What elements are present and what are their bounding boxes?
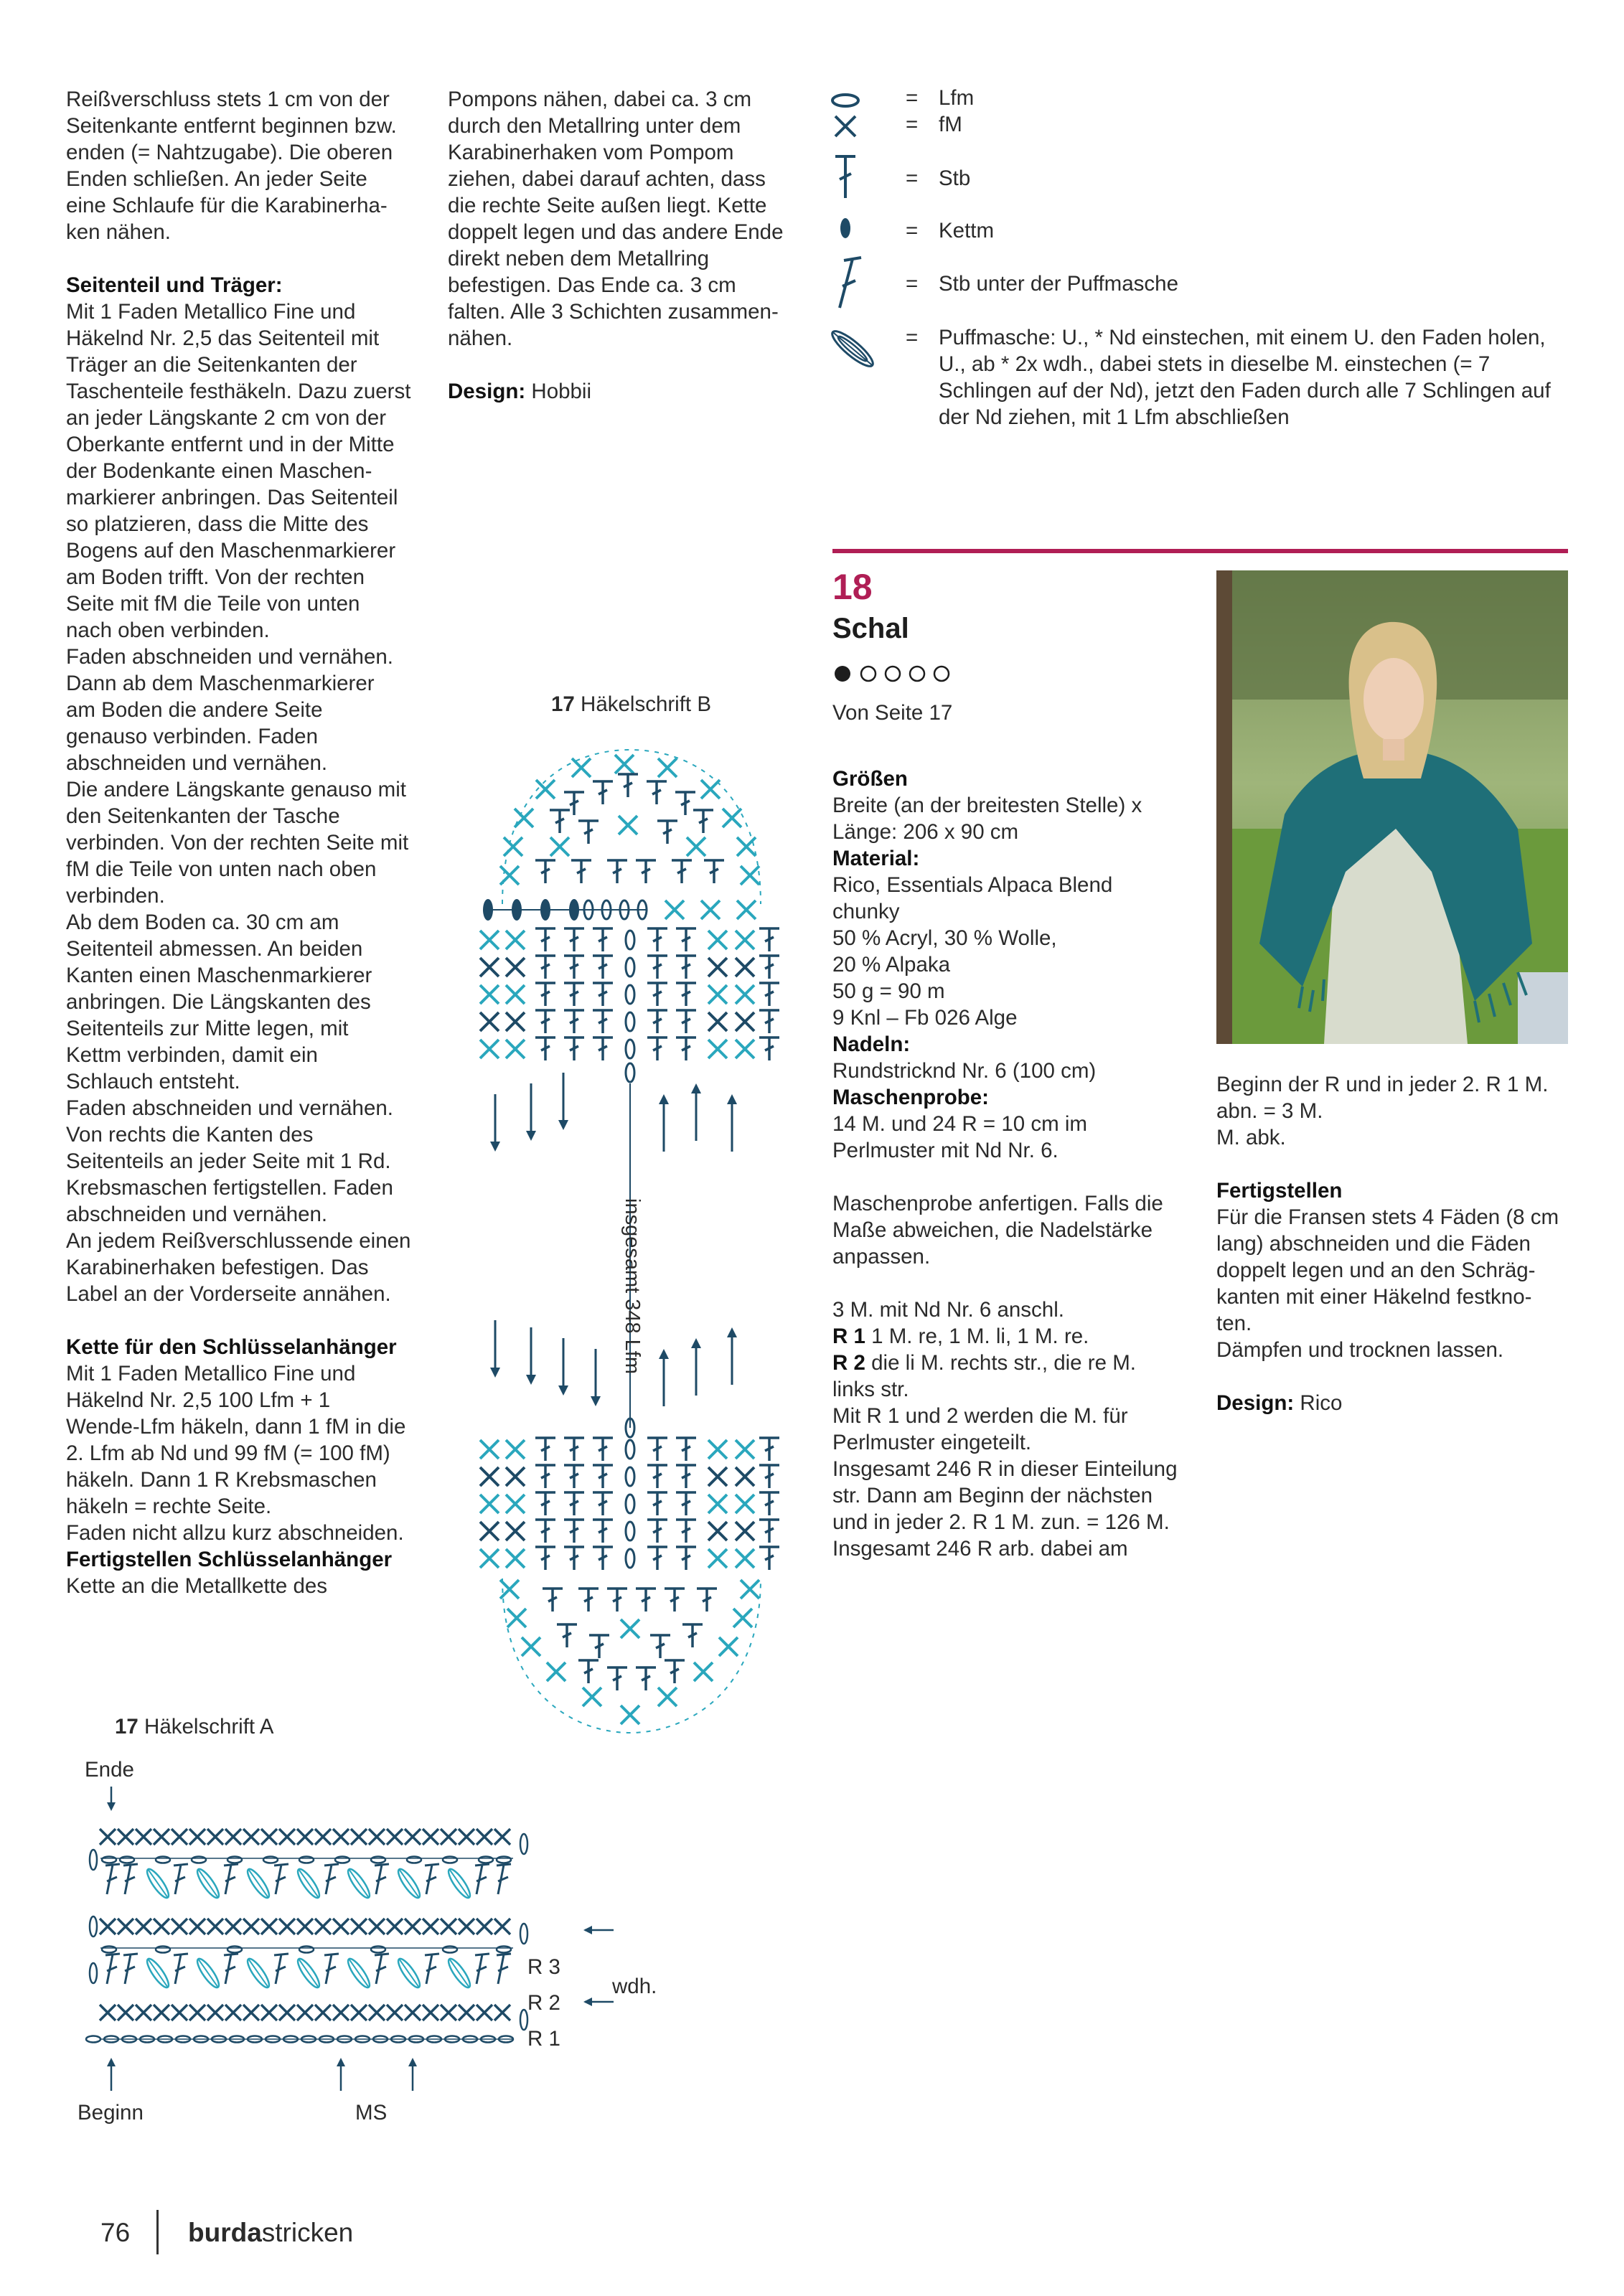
chart-a-ms-label: MS	[355, 2101, 388, 2125]
column-2	[448, 86, 807, 405]
chart-a-row-5	[100, 1829, 527, 1854]
project-number: 18	[832, 567, 873, 607]
footer-divider	[156, 2210, 159, 2254]
heading-keychain-chain: Kette für den Schlüsselanhänger	[66, 1335, 397, 1359]
row-1-label: R 1	[527, 2027, 560, 2051]
column-3: Größen Breite (an der breitesten Stelle) x Länge: 206 x 90 cm Material: Rico, Essentials Alpaca Blend chunky 50 % Acryl, 30 % Wolle, 20 % Alpaka 50 g = 90 m 9 Knl – Fb 026 Alge Nadeln: Rundstricknd Nr. 6 (100 cm) Maschenprobe: 14 M. und 24 R = 10 cm im Perlmuster mit Nd Nr. 6. Maschenprobe anfertigen. Falls die Maße abweichen, die Nadelstärke anpassen. 3 M. mit Nd Nr. 6 anschl. R 1 1 M. re, 1 M. li, 1 M. re. R 2 die li M. rechts str., die re M. links str. Mit R 1 und 2 werden die M. für Perlmuster eingeteilt. Insgesamt 246 R in dieser Einteilung str. Dann am Beginn der nächsten und in jeder 2. R 1 M. zun. = 126 M. Insgesamt 246 R arb. dabei am	[832, 767, 1178, 1561]
design-credit-hobbii: Design: Hobbii	[448, 380, 592, 403]
keychain-finish-paragraph: Kette an die Metallkette des	[66, 1574, 328, 1598]
chart-a-row-1	[100, 2005, 527, 2030]
intro-paragraph: Reißverschluss stets 1 cm von der Seitenkante entfernt beginnen bzw. enden (= Nahtzugabe). Die oberen Enden schließen. An jeder Seite eine Schlaufe für die Karabinerha- ken nähen.	[66, 88, 397, 244]
section-divider	[832, 549, 1568, 553]
crochet-chart-a	[72, 1787, 718, 2131]
row-2-label: R 2	[527, 1991, 560, 2015]
design-credit-rico: Design: Rico	[1216, 1391, 1343, 1415]
keychain-paragraph: Mit 1 Faden Metallico Fine und Häkelnd Nr. 2,5 100 Lfm + 1 Wende-Lfm häkeln, dann 1 fM in die 2. Lfm ab Nd und 99 fM (= 100 fM) häkeln. Dann 1 R Krebsmaschen häkeln = rechte Seite. Faden nicht allzu kurz abschneiden.	[66, 1362, 406, 1545]
puff-stitch-icon	[824, 320, 881, 377]
difficulty-rating	[832, 663, 976, 684]
chart-a-title: 17 Häkelschrift A	[115, 1715, 274, 1739]
puff-stitch-description: Puffmasche: U., * Nd einstechen, mit einem U. den Faden holen, U., ab * 2x wdh., dabei stets in dieselbe M. einstechen (= 7 Schlingen auf der Nd), jetzt den Faden durch alle 7 Schlingen auf der Nd ziehen, mit 1 Lfm abschließen	[939, 326, 1551, 429]
difficulty-dot	[886, 667, 900, 681]
chart-b-rows-bottom	[480, 1418, 779, 1570]
difficulty-dot	[910, 667, 924, 681]
heading-side-panel: Seitenteil und Träger:	[66, 273, 283, 297]
magazine-brand: burdastricken	[188, 2218, 354, 2247]
chart-b-total-label: insgesamt 348 Lfm	[621, 1198, 644, 1375]
chart-a-begin-label: Beginn	[78, 2101, 144, 2125]
row-3-label: R 3	[527, 1955, 560, 1979]
page-number: 76	[100, 2218, 131, 2247]
double-crochet-icon	[824, 152, 867, 202]
crochet-chart-b	[474, 739, 789, 1744]
project-title: Schal	[832, 613, 909, 644]
chart-a-end-label: Ende	[85, 1758, 134, 1782]
from-page: Von Seite 17	[832, 701, 953, 725]
chart-b-title: 17 Häkelschrift B	[551, 692, 711, 716]
chart-a-row-3-top	[90, 1916, 527, 1944]
chart-b-rows-top	[480, 928, 779, 1082]
column-4: Beginn der R und in jeder 2. R 1 M. abn. = 3 M. M. abk. Fertigstellen Für die Fransen stets 4 Fäden (8 cm lang) abschneiden und die Fäden doppelt legen und an den Schräg- kanten mit einer Häkelnd festkno- ten. Dämpfen und trocknen lassen. Design: Rico	[1216, 1071, 1575, 1416]
heading-keychain-finish: Fertigstellen Schlüsselanhänger	[66, 1548, 393, 1571]
difficulty-dot	[934, 667, 949, 681]
pompom-paragraph: Pompons nähen, dabei ca. 3 cm durch den Metallring unter dem Karabinerhaken vom Pompom ziehen, dabei darauf achten, dass die rechte Seite außen liegt. Kette doppelt legen und das andere Ende direkt neben dem Metallring befestigen. Das Ende ca. 3 cm falten. Alle 3 Schichten zusammen- nähen.	[448, 88, 784, 350]
dc-under-puff-icon	[824, 255, 867, 312]
difficulty-dot	[835, 666, 850, 682]
scarf-photo	[1216, 570, 1568, 1044]
magazine-page: Reißverschluss stets 1 cm von der Seitenkante entfernt beginnen bzw. enden (= Nahtzugabe). Die oberen Enden schließen. An jeder Seite eine Schlaufe für die Karabinerha- ken nähen. Seitenteil und Träger: Mit 1 Faden Metallico Fine und Häkelnd Nr. 2,5 das Seitenteil mit Träger an die Seitenkanten der Taschenteile festhäkeln. Dazu zuerst an jeder Längskante 2 cm von der Oberkante entfernt und in der Mitte der Bodenkante einen Maschen- markierer anbringen. Das Seitenteil so platzieren, dass die Mitte des Bogens auf den Maschenmarkierer am Boden trifft. Von der rechten Seite mit fM die Teile von unten nach oben verbinden. Faden abschneiden und vernähen. Dann ab dem Maschenmarkierer am Boden die andere Seite genauso verbinden. Faden abschneiden und vernähen. Die andere Längskante genauso mit den Seitenkanten der Tasche verbinden. Von der rechten Seite mit fM die Teile von unten nach oben verbinden. Ab dem Boden ca. 30 cm am Seitenteil abmessen. An beiden Kanten einen Maschenmarkierer anbringen. Die Längskanten des Seitenteils zur Mitte legen, mit Kettm verbinden, damit ein Schlauch entsteht. Faden abschneiden und vernähen. Von rechts die Kanten des Seitenteils an jeder Seite mit 1 Rd. Krebsmaschen fertigstellen. Faden abschneiden und vernähen. An jedem Reißverschlussende einen Karabinerhaken befestigen. Das Label an der Vorderseite annähen. Kette für den Schlüsselanhänger Mit 1 Faden Metallico Fine und Häkelnd Nr. 2,5 100 Lfm + 1 Wende-Lfm häkeln, dann 1 fM in die 2. Lfm ab Nd und 99 fM (= 100 fM) häkeln. Dann 1 R Krebsmaschen häkeln = rechte Seite. Faden nicht allzu kurz abschneiden. Fertigstellen Schlüsselanhänger Kette an die Metallkette des Pompons nähen, dabei ca. 3 cm durch den Metallring unter dem Karabinerhaken vom Pompom ziehen, dabei darauf achten, dass die rechte Seite außen liegt. Kette doppelt legen und das andere Ende direkt neben dem Metallring befestigen. Das Ende ca. 3 cm falten. Alle 3 Schichten zusammen- nähen. Design: Hobbii = Lfm = fM = Stb = Kettm = Stb unter der Puffmasche = Puffmasche: U., * Nd einstechen, mit einem U. den Faden holen, U., ab * 2x wdh., dabei stets in dieselbe M. einstechen (= 7 Schlingen auf der Nd), jetzt den Faden durch alle 7 Schlingen auf der Nd ziehen, mit 1 Lfm abschließen 18 Schal Von Seite 17 Größen Breite (an der breitesten Stelle) x Länge: 206 x 90 cm Material: Rico, Essentials Alpaca Blend chunky 50 % Acryl, 30 % Wolle, 20 % Alpaka 50 g = 90 m 9 Knl – Fb 026 Alge Nadeln: Rundstricknd Nr. 6 (100 cm) Maschenprobe: 14 M. und 24 R = 10 cm im Perlmuster mit Nd Nr. 6. Maschenprobe anfertigen. Falls die Maße abweichen, die Nadelstärke anpassen. 3 M. mit Nd Nr. 6 anschl. R 1 1 M. re, 1 M. li, 1 M. re. R 2 die li M. rechts str., die re M. links str. Mit R 1 und 2 werden die M. für Perlmuster eingeteilt. Insgesamt 246 R in dieser Einteilung str. Dann am Beginn der nächsten und in jeder 2. R 1 M. zun. = 126 M. Insgesamt 246 R arb. dabei am Beginn der R und in jeder 2. R 1 M. abn. = 3 M. M. abk. Fertigstellen Für die Fransen stets 4 Fäden (8 cm lang) abschneiden und die Fäden doppelt legen und an den Schräg- kanten mit einer Häkelnd festkno- ten. Dämpfen und trocknen lassen. Design: Rico 17 Häkelschrift B insgesamt 348 Lfm 17 Häkelschrift A Ende R 3 R 2 R 1 wdh. Beginn MS 76 burdastricken	[0, 0, 1624, 2296]
slip-stitch-icon	[824, 214, 867, 243]
chart-a-row-2	[90, 1954, 511, 1990]
difficulty-dot	[861, 667, 876, 681]
chain-icon	[824, 90, 867, 111]
chart-a-row-4	[105, 1864, 511, 1901]
single-crochet-icon	[824, 113, 867, 139]
column-1	[66, 86, 425, 1599]
repeat-label: wdh.	[612, 1975, 657, 1998]
side-panel-paragraph: Mit 1 Faden Metallico Fine und Häkelnd Nr. 2,5 das Seitenteil mit Träger an die Seitenkanten der Taschenteile festhäkeln. Dazu zuerst an jeder Längskante 2 cm von der Oberkante entfernt und in der Mitte der Bodenkante einen Maschen- markierer anbringen. Das Seitenteil so platzieren, dass die Mitte des Bogens auf den Maschenmarkierer am Boden trifft. Von der rechten Seite mit fM die Teile von unten nach oben verbinden. Faden abschneiden und vernähen. Dann ab dem Maschenmarkierer am Boden die andere Seite genauso verbinden. Faden abschneiden und vernähen. Die andere Längskante genauso mit den Seitenkanten der Tasche verbinden. Von der rechten Seite mit fM die Teile von unten nach oben verbinden. Ab dem Boden ca. 30 cm am Seitenteil abmessen. An beiden Kanten einen Maschenmarkierer anbringen. Die Längskanten des Seitenteils zur Mitte legen, mit Kettm verbinden, damit ein Schlauch entsteht. Faden abschneiden und vernähen. Von rechts die Kanten des Seitenteils an jeder Seite mit 1 Rd. Krebsmaschen fertigstellen. Faden abschneiden und vernähen. An jedem Reißverschlussende einen Karabinerhaken befestigen. Das Label an der Vorderseite annähen.	[66, 300, 411, 1306]
